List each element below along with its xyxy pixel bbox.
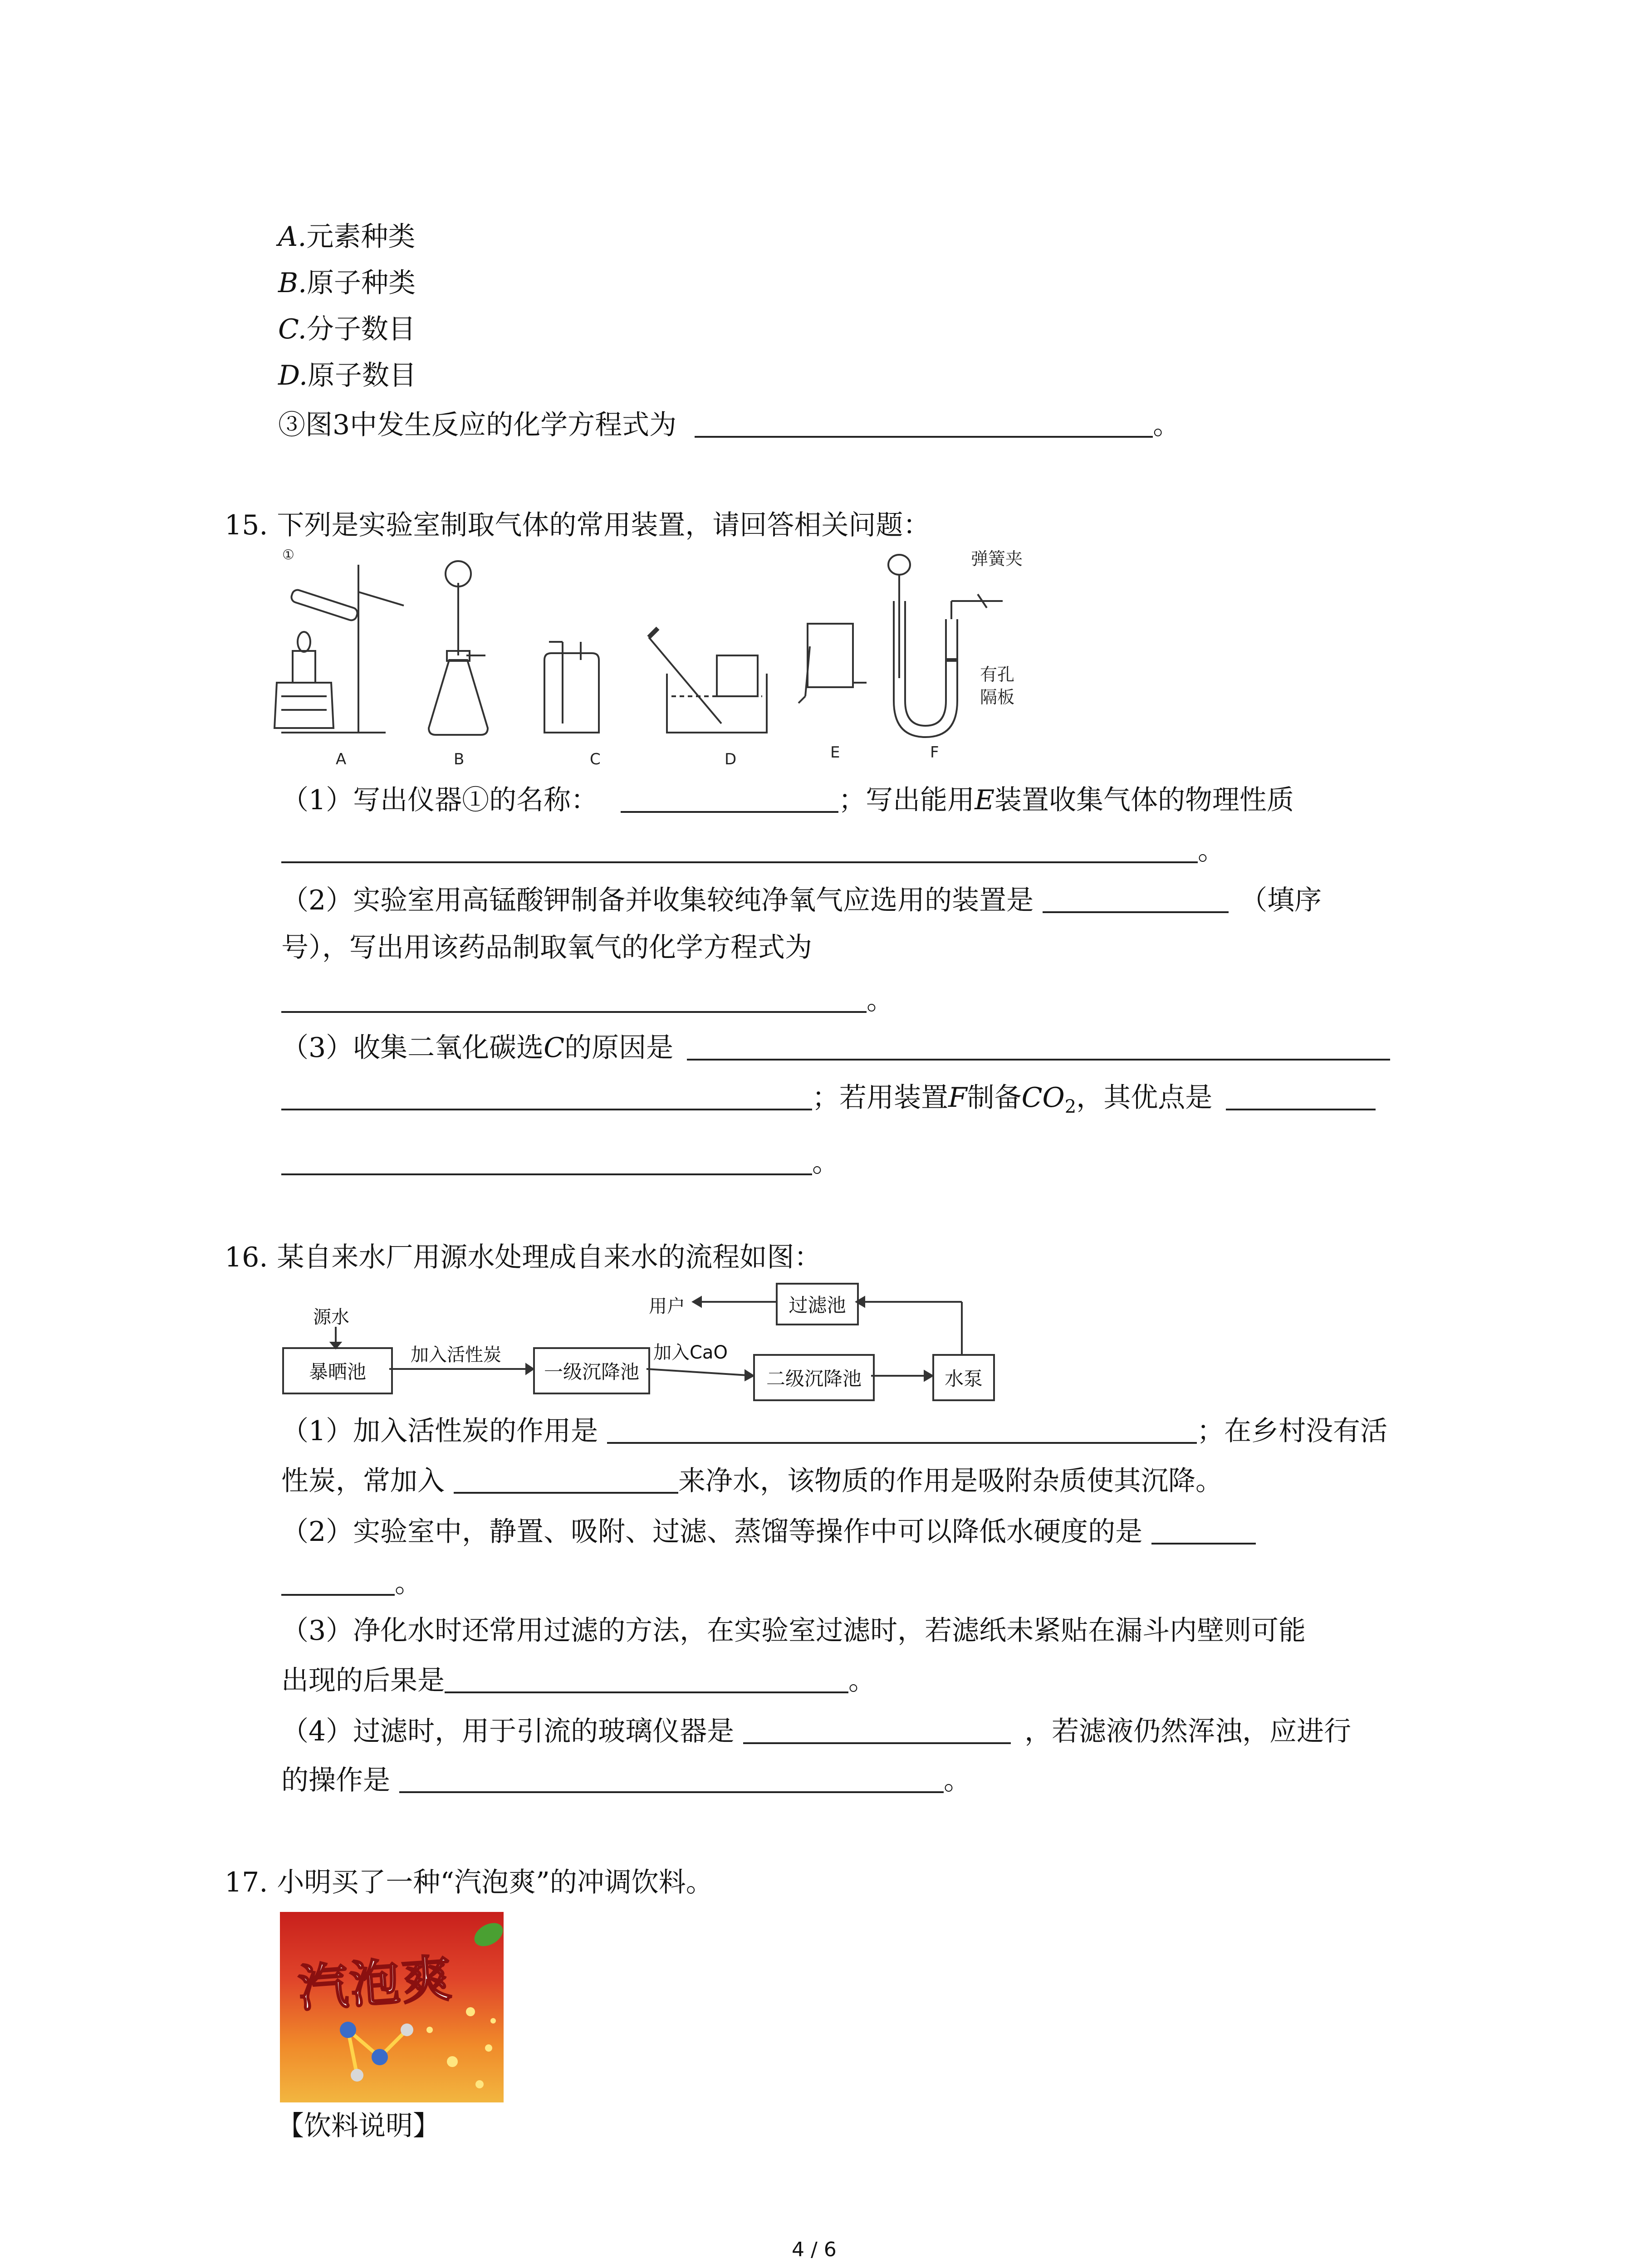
- plate-label-1: 有孔: [980, 665, 1015, 684]
- pool-primary: 一级沉降池: [533, 1347, 650, 1394]
- q17-stem: 17. 小明买了一种“汽泡爽”的冲调饮料。: [225, 1867, 713, 1898]
- apparatus-f: [888, 555, 1003, 737]
- label-a: A: [336, 750, 347, 768]
- add-cao-label: 加入CaO: [653, 1342, 728, 1363]
- label-c: C: [590, 750, 601, 768]
- answer-blank[interactable]: [743, 1715, 1011, 1744]
- q16-p1-line2: 性炭，常加入 来净水，该物质的作用是吸附杂质使其沉降。: [281, 1465, 1223, 1497]
- pool-exposure: 暴晒池: [282, 1347, 393, 1394]
- apparatus-d: [649, 628, 767, 733]
- q15-p2-line2: 号），写出用该药品制取氧气的化学方程式为: [281, 932, 812, 963]
- q15-p2-line3: 。: [281, 982, 894, 1018]
- apparatus-e: [798, 624, 867, 703]
- q16-p1-line1: （1）加入活性炭的作用是 ；在乡村没有活: [281, 1415, 1388, 1447]
- answer-blank[interactable]: [695, 409, 1153, 438]
- apparatus-c: [544, 642, 599, 733]
- pool-secondary: 二级沉降池: [753, 1354, 875, 1401]
- answer-blank[interactable]: [621, 784, 838, 813]
- answer-blank[interactable]: [281, 834, 1198, 863]
- q17-caption: 【饮料说明】: [277, 2110, 440, 2142]
- q16-p4-line1: （4）过滤时，用于引流的玻璃仪器是 ，若滤液仍然浑浊，应进行: [281, 1716, 1352, 1747]
- answer-blank[interactable]: [281, 1567, 395, 1596]
- answer-blank[interactable]: [281, 1081, 812, 1110]
- q16-stem: 16. 某自来水厂用源水处理成自来水的流程如图：: [225, 1242, 822, 1273]
- label-b: B: [454, 750, 465, 768]
- option-b: B.原子种类: [278, 267, 416, 299]
- drink-package-image: [280, 1912, 504, 2102]
- pump-box: 水泵: [932, 1354, 995, 1401]
- user-label: 用户: [649, 1296, 685, 1317]
- answer-blank[interactable]: [687, 1031, 1390, 1061]
- q16-p4-line2: 的操作是 。: [281, 1765, 971, 1796]
- add-carbon-label: 加入活性炭: [411, 1344, 501, 1365]
- q15-p2-line1: （2）实验室用高锰酸钾制备并收集较纯净氧气应选用的装置是 （填序: [281, 885, 1322, 916]
- apparatus-a: [274, 565, 404, 733]
- answer-blank[interactable]: [399, 1764, 944, 1793]
- q15-p1-line2: 。: [281, 832, 1225, 869]
- q16-p2-line1: （2）实验室中，静置、吸附、过滤、蒸馏等操作中可以降低水硬度的是: [281, 1514, 1256, 1550]
- q16-p2-line2: 。: [281, 1565, 422, 1601]
- q15-p3-line2: ；若用装置F制备$CO_2$，其优点是: [281, 1080, 1376, 1125]
- lab-apparatus-figure: [272, 547, 1043, 773]
- option-a: A.元素种类: [278, 221, 416, 253]
- option-c: C.分子数目: [278, 313, 416, 345]
- source-label: 源水: [313, 1307, 349, 1328]
- q15-p1-line1: （1）写出仪器①的名称： ；写出能用E装置收集气体的物理性质: [281, 784, 1294, 816]
- marker-label: ①: [282, 547, 294, 563]
- answer-blank[interactable]: [281, 1146, 812, 1175]
- answer-blank[interactable]: [281, 984, 867, 1013]
- option-d: D.原子数目: [278, 360, 417, 391]
- plate-label-2: 隔板: [980, 687, 1015, 707]
- label-f: F: [930, 743, 939, 762]
- q16-p3-line2: 出现的后果是 。: [281, 1665, 876, 1696]
- filter-box: 过滤池: [776, 1283, 859, 1325]
- q15-p3-line3: 。: [281, 1144, 839, 1181]
- q16-p3-line1: （3）净化水时还常用过滤的方法，在实验室过滤时，若滤纸未紧贴在漏斗内壁则可能: [281, 1615, 1306, 1647]
- spring-clip-label: 弹簧夹: [971, 549, 1023, 569]
- answer-blank[interactable]: [1226, 1081, 1376, 1110]
- label-d: D: [725, 750, 737, 768]
- apparatus-b: [429, 561, 488, 735]
- answer-blank[interactable]: [454, 1465, 678, 1494]
- answer-blank[interactable]: [607, 1415, 1197, 1444]
- page-number: 4 / 6: [792, 2238, 837, 2261]
- flow-arrows: [272, 1270, 1021, 1415]
- answer-blank[interactable]: [1043, 884, 1229, 913]
- q14-part3: ③图3中发生反应的化学方程式为 。: [278, 409, 1181, 441]
- answer-blank[interactable]: [445, 1664, 848, 1693]
- label-e: E: [830, 743, 840, 762]
- product-name: 汽泡爽: [296, 1949, 456, 2018]
- q15-stem: 15. 下列是实验室制取气体的常用装置，请回答相关问题：: [225, 509, 931, 541]
- answer-blank[interactable]: [1151, 1515, 1256, 1545]
- q15-p3-line1: （3）收集二氧化碳选C的原因是: [281, 1030, 1390, 1066]
